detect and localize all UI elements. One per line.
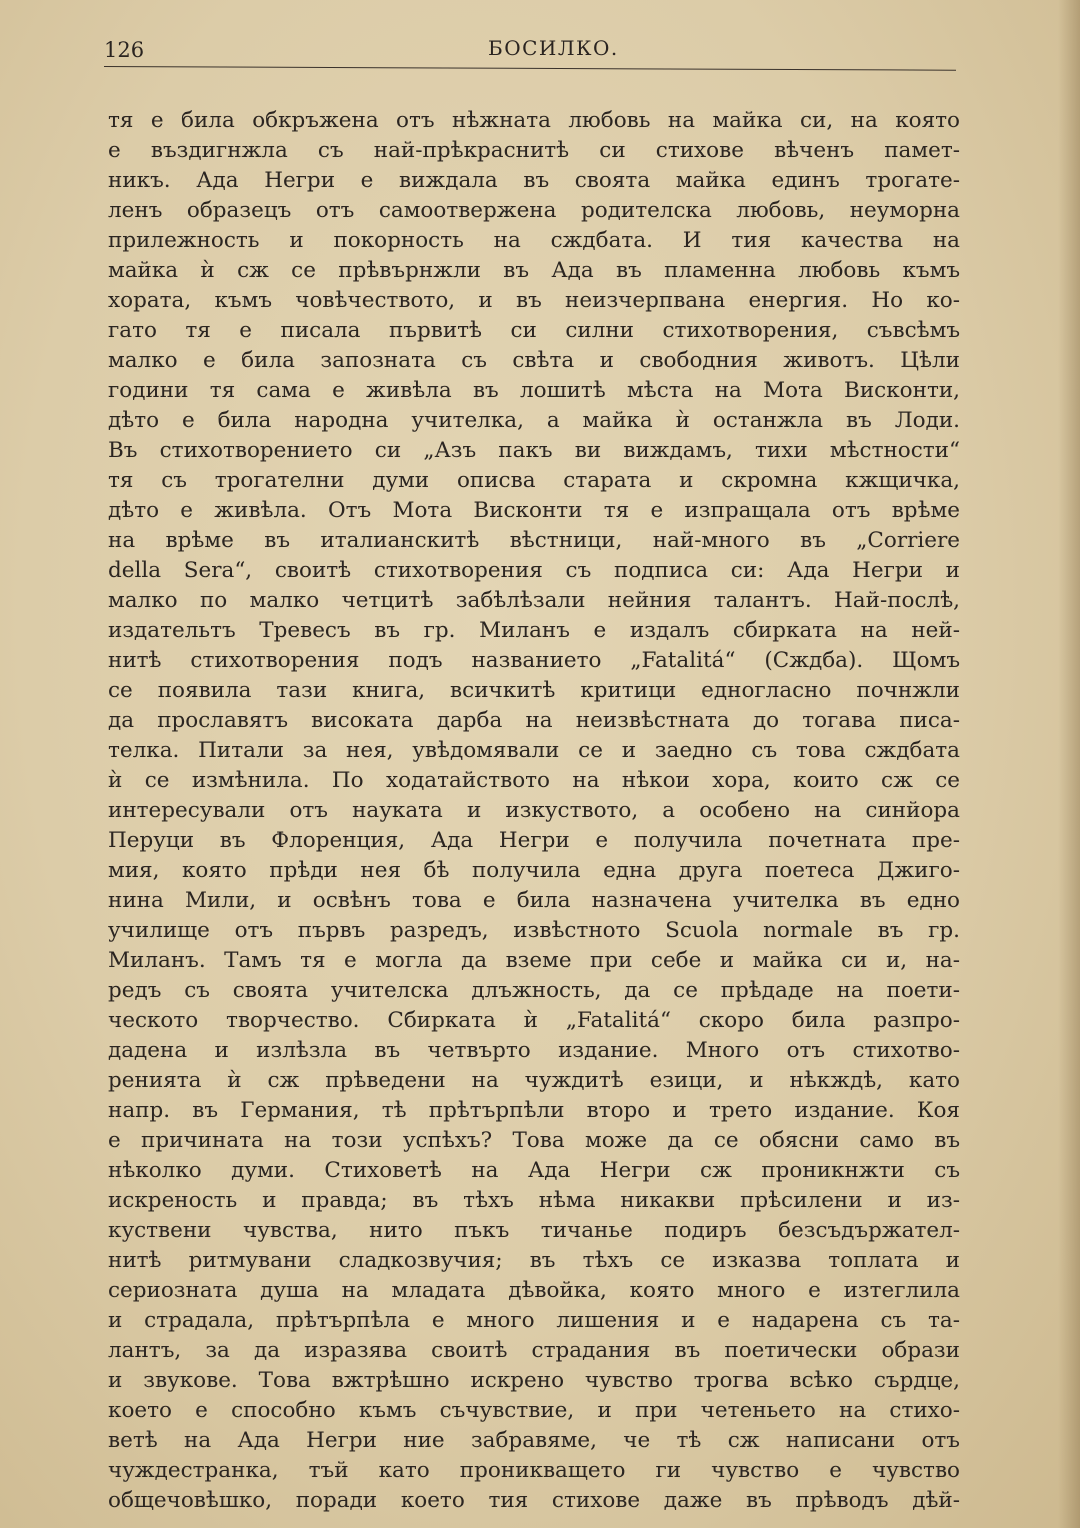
- text-line: Миланъ. Тамъ тя е могла да вземе при себе и майка си и, на-: [108, 948, 960, 973]
- text-line: да прославятъ високата дарба на неизвѣстната до тогава писа-: [108, 708, 960, 733]
- text-line: ренията ѝ сж прѣведени на чуждитѣ езици, и нѣкждѣ, като: [108, 1068, 960, 1093]
- text-line: редъ съ своята учителска длъжность, да се прѣдаде на поети-: [108, 978, 960, 1003]
- text-line: и страдала, прѣтърпѣла е много лишения и е надарена съ та-: [108, 1308, 960, 1333]
- text-line: ѝ се измѣнила. По ходатайството на нѣкои хора, които сж се: [108, 768, 960, 793]
- text-line: мия, която прѣди нея бѣ получила една друга поетеса Джиго-: [108, 858, 960, 883]
- text-line: прилежность и покорность на сждбата. И тия качества на: [108, 228, 960, 253]
- text-line: общечовѣшко, поради което тия стихове даже въ прѣводъ дѣй-: [108, 1488, 960, 1513]
- text-line: чуждестранка, тъй като проникващето ги чувство е чувство: [108, 1458, 960, 1483]
- text-line: ческото творчество. Сбирката ѝ „Fatalitá“ скоро била разпро-: [108, 1008, 960, 1033]
- text-line: никъ. Ада Негри е виждала въ своята майка единъ трогате-: [108, 168, 960, 193]
- text-line: училище отъ първъ разредъ, извѣстното Scuola normale въ гр.: [108, 918, 960, 943]
- text-line: телка. Питали за нея, увѣдомявали се и заедно съ това сждбата: [108, 738, 960, 763]
- text-line: малко по малко четцитѣ забѣлѣзали нейния талантъ. Най-послѣ,: [108, 588, 960, 613]
- text-line: дѣто е била народна учителка, а майка ѝ останжла въ Лоди.: [108, 408, 960, 433]
- text-line: което е способно къмъ съчувствие, и при четеньето на стихо-: [108, 1398, 960, 1423]
- text-line: куствени чувства, нито пъкъ тичанье подиръ безсъдържател-: [108, 1218, 960, 1243]
- text-line: нѣколко думи. Стиховетѣ на Ада Негри сж проникнжти съ: [108, 1158, 960, 1183]
- text-line: на врѣме въ италианскитѣ вѣстници, най-много въ „Corriere: [108, 528, 960, 553]
- text-line: гато тя е писала първитѣ си силни стихотворения, съвсѣмъ: [108, 318, 960, 343]
- running-title: БОСИЛКО.: [488, 36, 619, 60]
- text-line: дѣто е живѣла. Отъ Мота Висконти тя е изпращала отъ врѣме: [108, 498, 960, 523]
- text-line: и звукове. Това вжтрѣшно искрено чувство трогва всѣко сърдце,: [108, 1368, 960, 1393]
- text-line: се появила тази книга, всичкитѣ критици едногласно почнжли: [108, 678, 960, 703]
- text-line: е причината на този успѣхъ? Това може да се обясни само въ: [108, 1128, 960, 1153]
- text-line: ленъ образецъ отъ самоотвержена родителска любовь, неуморна: [108, 198, 960, 223]
- page-number: 126: [104, 38, 145, 62]
- text-line: нитѣ ритмувани сладкозвучия; въ тѣхъ се изказва топлата и: [108, 1248, 960, 1273]
- text-line: хората, къмъ човѣчеството, и въ неизчерпвана енергия. Но ко-: [108, 288, 960, 313]
- body-text: [108, 106, 960, 1516]
- text-line: нина Мили, и освѣнъ това е била назначена учителка въ едно: [108, 888, 960, 913]
- text-line: тя е била обкръжена отъ нѣжната любовь на майка си, на която: [108, 108, 960, 133]
- text-line: е въздигнжла съ най-прѣкраснитѣ си стихове вѣченъ памет-: [108, 138, 960, 163]
- text-line: сериозната душа на младата дѣвойка, която много е изтеглила: [108, 1278, 960, 1303]
- text-line: della Sera“, своитѣ стихотворения съ подписа си: Ада Негри и: [108, 558, 960, 583]
- text-line: искреность и правда; въ тѣхъ нѣма никакви прѣсилени и из-: [108, 1188, 960, 1213]
- text-line: ветѣ на Ада Негри ние забравяме, че тѣ сж написани отъ: [108, 1428, 960, 1453]
- text-line: тя съ трогателни думи описва старата и скромна кжщичка,: [108, 468, 960, 493]
- text-line: Перуци въ Флоренция, Ада Негри е получила почетната пре-: [108, 828, 960, 853]
- text-line: години тя сама е живѣла въ лошитѣ мѣста на Мота Висконти,: [108, 378, 960, 403]
- text-line: Въ стихотворението си „Азъ пакъ ви виждамъ, тихи мѣстности“: [108, 438, 960, 463]
- page-edge-shadow: [1058, 0, 1080, 1528]
- text-line: напр. въ Германия, тѣ прѣтърпѣли второ и трето издание. Коя: [108, 1098, 960, 1123]
- text-line: нитѣ стихотворения подъ названието „Fatalitá“ (Сждба). Щомъ: [108, 648, 960, 673]
- text-line: майка ѝ сж се прѣвърнжли въ Ада въ пламенна любовь къмъ: [108, 258, 960, 283]
- page-header: [104, 30, 956, 66]
- text-line: лантъ, за да изразява своитѣ страдания въ поетически образи: [108, 1338, 960, 1363]
- text-line: интересували отъ науката и изкуството, а особено на синйора: [108, 798, 960, 823]
- header-rule: [104, 66, 956, 71]
- text-line: малко е била запозната съ свѣта и свободния животъ. Цѣли: [108, 348, 960, 373]
- text-line: издательтъ Тревесъ въ гр. Миланъ е издалъ сбирката на ней-: [108, 618, 960, 643]
- text-line: дадена и излѣзла въ четвърто издание. Много отъ стихотво-: [108, 1038, 960, 1063]
